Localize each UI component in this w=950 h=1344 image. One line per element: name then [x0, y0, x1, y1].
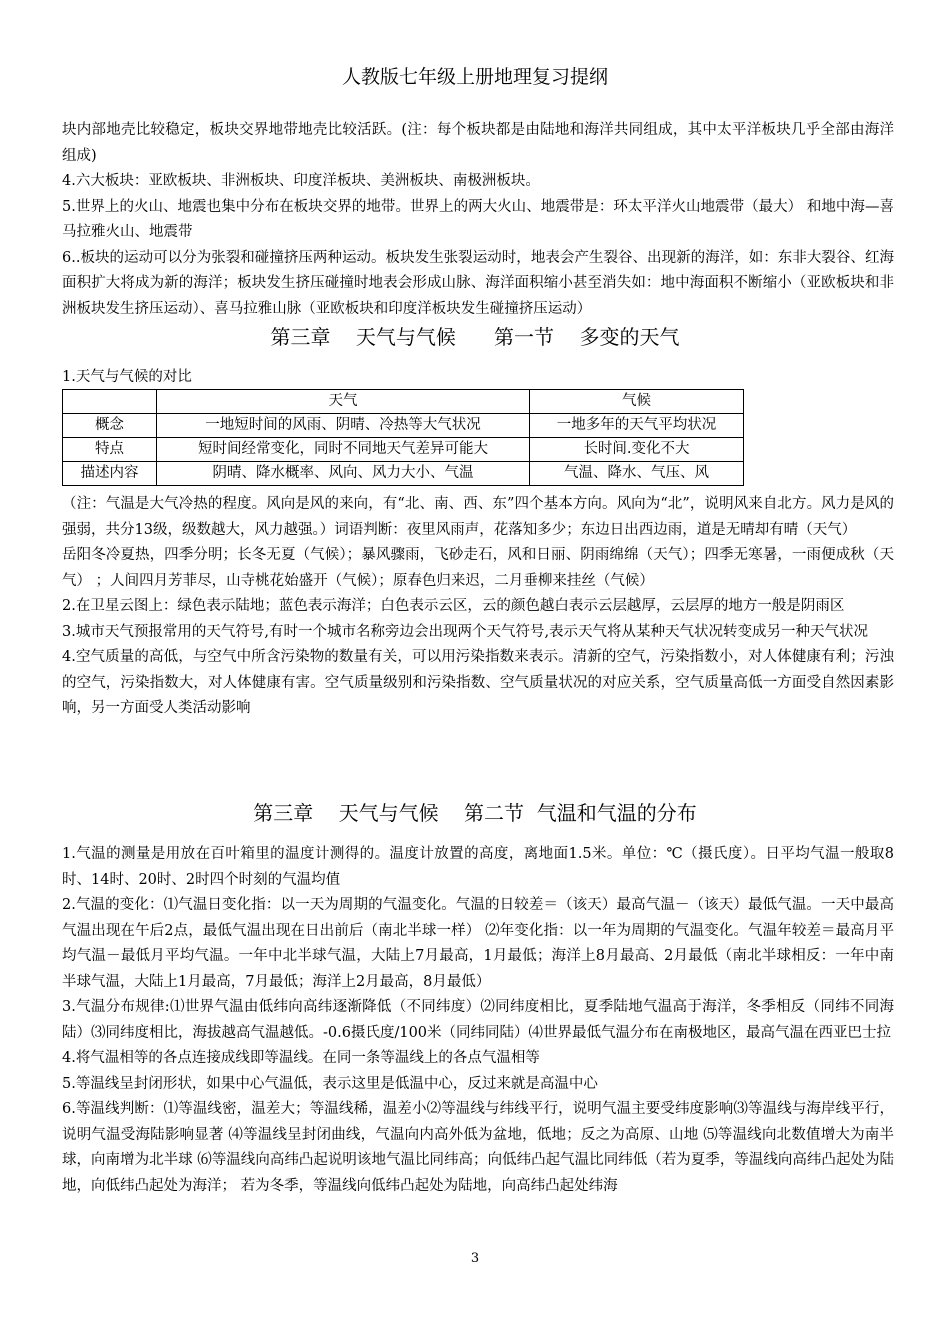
table-cell: 特点: [63, 438, 157, 462]
comparison-table: [62, 389, 744, 486]
table-row: [63, 438, 744, 462]
section-temperature: [62, 842, 894, 1199]
table-row: [63, 414, 744, 438]
paragraph: （注：气温是大气冷热的程度。风向是风的来向，有“北、南、西、东”四个基本方向。风向为“北”，说明风来自北方。风力是风的强弱，共分13级，级数越大，风力越强。）词语判断：夜里风雨声，花落知多少；东边日出西边雨，道是无晴却有晴（天气）: [62, 496, 894, 538]
paragraph: 4.空气质量的高低，与空气中所含污染物的数量有关，可以用污染指数来表示。清新的空气，污染指数小，对人体健康有利；污浊的空气，污染指数大，对人体健康有害。空气质量级别和污染指数、空气质量状况的对应关系，空气质量高低一方面受自然因素影响，另一方面受人类活动影响: [62, 649, 894, 716]
table-cell: 长时间.变化不大: [530, 438, 744, 462]
paragraph: 3.城市天气预报常用的天气符号,有时一个城市名称旁边会出现两个天气符号,表示天气将从某种天气状况转变成另一种天气状况: [62, 623, 869, 640]
page-number: 3: [470, 1251, 480, 1266]
table-cell: 短时间经常变化，同时不同地天气差异可能大: [157, 438, 530, 462]
paragraph: 块内部地壳比较稳定，板块交界地带地壳比较活跃。(注：每个板块都是由陆地和海洋共同组成，其中太平洋板块几乎全部由海洋组成): [62, 122, 894, 164]
paragraph: 岳阳冬冷夏热，四季分明；长冬无夏（气候）；暴风骤雨，飞砂走石，风和日丽、阴雨绵绵（天气）；四季无寒暑，一雨便成秋（天气） ；人间四月芳菲尽，山寺桃花始盛开（气候）；原春色归来迟，二月垂柳来挂丝（气候）: [62, 547, 894, 589]
paragraph: 4.六大板块：亚欧板块、非洲板块、印度洋板块、美洲板块、南极洲板块。: [62, 173, 540, 189]
table-cell: 气温、降水、气压、风: [530, 462, 744, 486]
paragraph: 5.世界上的火山、地震也集中分布在板块交界的地带。世界上的两大火山、地震带是：环太平洋火山地震带（最大） 和地中海—喜马拉雅火山、地震带: [62, 198, 894, 240]
table-cell: 概念: [63, 414, 157, 438]
table-cell: 一地多年的天气平均状况: [530, 414, 744, 438]
paragraph: 5.等温线呈封闭形状，如果中心气温低，表示这里是低温中心，反过来就是高温中心: [62, 1075, 598, 1092]
table-row: [63, 462, 744, 486]
paragraph: 4.将气温相等的各点连接成线即等温线。在同一条等温线上的各点气温相等: [62, 1050, 540, 1066]
paragraph: 2.在卫星云图上：绿色表示陆地；蓝色表示海洋；白色表示云区，云的颜色越白表示云层越厚，云层厚的地方一般是阴雨区: [62, 598, 845, 614]
table-caption: 1.天气与气候的对比: [62, 369, 192, 385]
paragraph: 3.气温分布规律:⑴世界气温由低纬向高纬逐渐降低（不同纬度）⑵同纬度相比，夏季陆地气温高于海洋，冬季相反（同纬不同海陆）⑶同纬度相比，海拔越高气温越低。-0.6摄氏度/100米（同纬同陆）⑷世界最低气温分布在南极地区，最高气温在西亚巴士拉: [62, 999, 894, 1041]
table-cell: 一地短时间的风雨、阴晴、冷热等大气状况: [157, 414, 530, 438]
paragraph: 2.气温的变化：⑴气温日变化指：以一天为周期的气温变化。气温的日较差＝（该天）最高气温－（该天）最低气温。一天中最高气温出现在午后2点，最低气温出现在日出前后（南北半球一样） ⑵年变化指：以一年为周期的气温变化。气温年较差＝最高月平均气温－最低月平均气温。一年中北半球气温，大陆上7月最高，1月最低；海洋上8月最高、2月最低（南北半球相反：一年中南半球气温，大陆上1月最高，7月最低；海洋上2月最高，8月最低）: [62, 897, 894, 990]
table-header-cell: 气候: [530, 390, 744, 414]
paragraph: 6..板块的运动可以分为张裂和碰撞挤压两种运动。板块发生张裂运动时，地表会产生裂谷、出现新的海洋，如：东非大裂谷、红海面积扩大将成为新的海洋；板块发生挤压碰撞时地表会形成山脉、海洋面积缩小甚至消失如：地中海面积不断缩小（亚欧板块和非洲板块发生挤压运动）、喜马拉雅山脉（亚欧板块和印度洋板块发生碰撞挤压运动）: [62, 249, 894, 317]
paragraph: 6.等温线判断：⑴等温线密，温差大；等温线稀，温差小⑵等温线与纬线平行，说明气温主要受纬度影响⑶等温线与海岸线平行，说明气温受海陆影响显著 ⑷等温线呈封闭曲线，气温向内高外低为盆地，低地；反之为高原、山地 ⑸等温线向北数值增大为南半球，向南增为北半球 ⑹等温线向高纬凸起说明该地气温比同纬高；向低纬凸起气温比同纬低（若为夏季，等温线向高纬凸起处为陆地，向低纬凸起处为海洋； 若为冬季，等温线向低纬凸起处为陆地，向高纬凸起处纬海: [62, 1101, 894, 1194]
table-header-row: [63, 390, 744, 414]
table-header-cell: [63, 390, 157, 414]
section-plates: [62, 118, 894, 322]
chapter-heading: 第三章 天气与气候 第一节 多变的天气: [270, 325, 680, 349]
section-weather: [62, 492, 894, 722]
table-header-cell: 天气: [157, 390, 530, 414]
chapter-heading: 第三章 天气与气候 第二节 气温和气温的分布: [253, 801, 697, 825]
paragraph: 1.气温的测量是用放在百叶箱里的温度计测得的。温度计放置的高度，离地面1.5米。单位：℃（摄氏度）。日平均气温一般取8时、14时、20时、2时四个时刻的气温均值: [62, 846, 894, 888]
table-cell: 阴晴、降水概率、风向、风力大小、气温: [157, 462, 530, 486]
page-title: 人教版七年级上册地理复习提纲: [341, 66, 608, 88]
table-cell: 描述内容: [63, 462, 157, 486]
